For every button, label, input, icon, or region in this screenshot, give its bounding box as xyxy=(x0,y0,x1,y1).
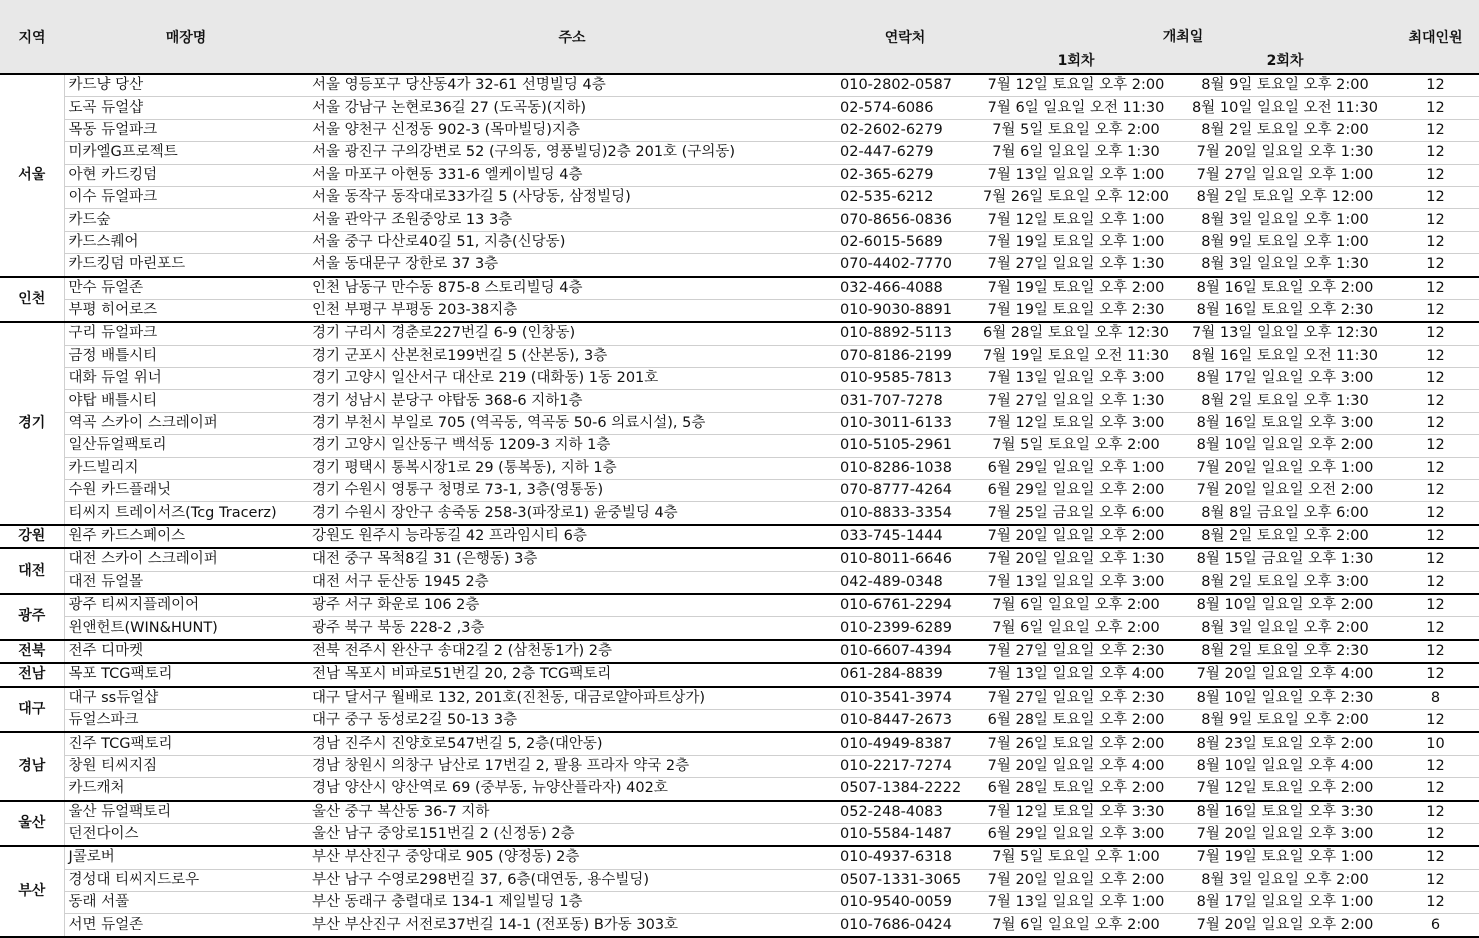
max-cell: 12 xyxy=(1392,525,1479,548)
address-cell: 서울 영등포구 당산동4가 32-61 선명빌딩 4층 xyxy=(308,74,836,97)
round1-cell: 7월 19일 토요일 오전 11:30 xyxy=(974,345,1178,367)
table-row xyxy=(0,119,1479,141)
max-cell: 12 xyxy=(1392,594,1479,617)
round2-cell: 8월 2일 토요일 오후 2:00 xyxy=(1178,119,1392,141)
store-cell: 대화 듀얼 위너 xyxy=(64,368,308,390)
store-cell: 목포 TCG팩토리 xyxy=(64,663,308,686)
round2-cell: 7월 13일 일요일 오후 12:30 xyxy=(1178,322,1392,345)
store-cell: 전주 디마켓 xyxy=(64,640,308,663)
max-cell: 12 xyxy=(1392,663,1479,686)
round1-cell: 7월 5일 토요일 오후 1:00 xyxy=(974,846,1178,869)
address-cell: 전남 목포시 비파로51번길 20, 2층 TCG팩토리 xyxy=(308,663,836,686)
address-cell: 서울 동작구 동작대로33가길 5 (사당동, 삼정빌딩) xyxy=(308,186,836,208)
round1-cell: 7월 27일 일요일 오후 1:30 xyxy=(974,254,1178,277)
table-row xyxy=(0,663,1479,686)
round2-cell: 8월 3일 일요일 오후 2:00 xyxy=(1178,617,1392,640)
round2-cell: 8월 16일 토요일 오후 2:30 xyxy=(1178,299,1392,322)
store-cell: 광주 티씨지플레이어 xyxy=(64,594,308,617)
store-cell: 진주 TCG팩토리 xyxy=(64,732,308,755)
max-cell: 12 xyxy=(1392,186,1479,208)
contact-cell: 010-2399-6289 xyxy=(836,617,974,640)
contact-cell: 010-3541-3974 xyxy=(836,687,974,710)
contact-cell: 033-745-1444 xyxy=(836,525,974,548)
round1-cell: 6월 29일 일요일 오후 3:00 xyxy=(974,823,1178,846)
store-cell: 던전다이스 xyxy=(64,823,308,846)
contact-cell: 010-4949-8387 xyxy=(836,732,974,755)
contact-cell: 070-8656-0836 xyxy=(836,209,974,231)
round1-cell: 7월 6일 일요일 오후 2:00 xyxy=(974,594,1178,617)
header-store: 매장명 xyxy=(64,0,308,74)
table-row xyxy=(0,687,1479,710)
contact-cell: 02-2602-6279 xyxy=(836,119,974,141)
address-cell: 대구 달서구 월배로 132, 201호(진천동, 대금로얄아파트상가) xyxy=(308,687,836,710)
round2-cell: 7월 20일 일요일 오후 1:00 xyxy=(1178,457,1392,479)
table-row xyxy=(0,457,1479,479)
round1-cell: 7월 6일 일요일 오후 1:30 xyxy=(974,142,1178,164)
contact-cell: 02-365-6279 xyxy=(836,164,974,186)
table-row xyxy=(0,525,1479,548)
address-cell: 서울 동대문구 장한로 37 3층 xyxy=(308,254,836,277)
table-row xyxy=(0,732,1479,755)
region-cell: 울산 xyxy=(0,801,64,847)
store-cell: 금정 배틀시티 xyxy=(64,345,308,367)
store-cell: 티씨지 트레이서즈(Tcg Tracerz) xyxy=(64,502,308,525)
max-cell: 12 xyxy=(1392,892,1479,914)
address-cell: 경기 수원시 장안구 송죽동 258-3(파장로1) 윤중빌딩 4층 xyxy=(308,502,836,525)
table-row xyxy=(0,709,1479,732)
max-cell: 12 xyxy=(1392,231,1479,253)
region-cell: 강원 xyxy=(0,525,64,548)
contact-cell: 010-8892-5113 xyxy=(836,322,974,345)
store-cell: 윈앤헌트(WIN&HUNT) xyxy=(64,617,308,640)
round1-cell: 7월 19일 토요일 오후 2:00 xyxy=(974,277,1178,300)
round2-cell: 8월 16일 토요일 오후 3:30 xyxy=(1178,801,1392,824)
max-cell: 12 xyxy=(1392,74,1479,97)
round1-cell: 7월 20일 일요일 오후 4:00 xyxy=(974,755,1178,777)
contact-cell: 031-707-7278 xyxy=(836,390,974,412)
table-row xyxy=(0,74,1479,97)
round1-cell: 7월 12일 토요일 오후 3:00 xyxy=(974,412,1178,434)
round1-cell: 7월 26일 토요일 오후 2:00 xyxy=(974,732,1178,755)
max-cell: 12 xyxy=(1392,823,1479,846)
max-cell: 6 xyxy=(1392,914,1479,937)
address-cell: 광주 북구 북동 228-2 ,3층 xyxy=(308,617,836,640)
table-row xyxy=(0,97,1479,119)
round2-cell: 7월 20일 일요일 오전 2:00 xyxy=(1178,480,1392,502)
region-cell: 경남 xyxy=(0,732,64,800)
round2-cell: 8월 10일 일요일 오후 2:30 xyxy=(1178,687,1392,710)
max-cell: 12 xyxy=(1392,435,1479,457)
table-row xyxy=(0,502,1479,525)
address-cell: 서울 마포구 아현동 331-6 엘케이빌딩 4층 xyxy=(308,164,836,186)
contact-cell: 010-8011-6646 xyxy=(836,548,974,571)
table-row xyxy=(0,571,1479,594)
table-row xyxy=(0,594,1479,617)
max-cell: 12 xyxy=(1392,368,1479,390)
max-cell: 12 xyxy=(1392,209,1479,231)
store-cell: 동래 서풀 xyxy=(64,892,308,914)
table-row xyxy=(0,823,1479,846)
contact-cell: 010-3011-6133 xyxy=(836,412,974,434)
address-cell: 경기 군포시 산본천로199번길 5 (산본동), 3층 xyxy=(308,345,836,367)
round2-cell: 8월 16일 토요일 오후 2:00 xyxy=(1178,277,1392,300)
max-cell: 12 xyxy=(1392,119,1479,141)
max-cell: 12 xyxy=(1392,617,1479,640)
round1-cell: 6월 29일 일요일 오후 2:00 xyxy=(974,480,1178,502)
contact-cell: 010-8286-1038 xyxy=(836,457,974,479)
store-cell: 이수 듀얼파크 xyxy=(64,186,308,208)
table-row xyxy=(0,892,1479,914)
store-cell: 도곡 듀얼샵 xyxy=(64,97,308,119)
round2-cell: 7월 20일 일요일 오후 4:00 xyxy=(1178,663,1392,686)
region-cell: 광주 xyxy=(0,594,64,640)
max-cell: 12 xyxy=(1392,457,1479,479)
address-cell: 서울 양천구 신정동 902-3 (목마빌딩)지층 xyxy=(308,119,836,141)
round1-cell: 7월 25일 금요일 오후 6:00 xyxy=(974,502,1178,525)
contact-cell: 032-466-4088 xyxy=(836,277,974,300)
max-cell: 12 xyxy=(1392,390,1479,412)
table-row xyxy=(0,548,1479,571)
round2-cell: 8월 10일 일요일 오후 4:00 xyxy=(1178,755,1392,777)
max-cell: 12 xyxy=(1392,299,1479,322)
contact-cell: 010-2802-0587 xyxy=(836,74,974,97)
store-cell: 창원 티씨지짐 xyxy=(64,755,308,777)
round2-cell: 8월 2일 토요일 오후 2:30 xyxy=(1178,640,1392,663)
contact-cell: 010-4937-6318 xyxy=(836,846,974,869)
max-cell: 12 xyxy=(1392,846,1479,869)
region-cell: 전북 xyxy=(0,640,64,663)
contact-cell: 010-5584-1487 xyxy=(836,823,974,846)
contact-cell: 010-9585-7813 xyxy=(836,368,974,390)
max-cell: 12 xyxy=(1392,277,1479,300)
contact-cell: 052-248-4083 xyxy=(836,801,974,824)
round2-cell: 8월 10일 일요일 오후 2:00 xyxy=(1178,435,1392,457)
max-cell: 12 xyxy=(1392,778,1479,801)
store-cell: 카드냥 당산 xyxy=(64,74,308,97)
header-round2: 2회차 xyxy=(1178,48,1392,74)
round2-cell: 8월 8일 금요일 오후 6:00 xyxy=(1178,502,1392,525)
address-cell: 인천 남동구 만수동 875-8 스토리빌딩 4층 xyxy=(308,277,836,300)
round2-cell: 7월 12일 토요일 오후 2:00 xyxy=(1178,778,1392,801)
region-cell: 인천 xyxy=(0,277,64,323)
round2-cell: 7월 19일 토요일 오후 1:00 xyxy=(1178,846,1392,869)
contact-cell: 061-284-8839 xyxy=(836,663,974,686)
table-row xyxy=(0,914,1479,937)
round2-cell: 8월 2일 토요일 오후 1:30 xyxy=(1178,390,1392,412)
round2-cell: 8월 23일 토요일 오후 2:00 xyxy=(1178,732,1392,755)
header-dates: 개최일 xyxy=(974,0,1392,48)
round2-cell: 7월 20일 일요일 오후 1:30 xyxy=(1178,142,1392,164)
table-row xyxy=(0,277,1479,300)
store-cell: 원주 카드스페이스 xyxy=(64,525,308,548)
round2-cell: 8월 3일 일요일 오후 1:00 xyxy=(1178,209,1392,231)
table-row xyxy=(0,435,1479,457)
max-cell: 12 xyxy=(1392,97,1479,119)
address-cell: 서울 중구 다산로40길 51, 지층(신당동) xyxy=(308,231,836,253)
contact-cell: 042-489-0348 xyxy=(836,571,974,594)
contact-cell: 010-6761-2294 xyxy=(836,594,974,617)
max-cell: 12 xyxy=(1392,480,1479,502)
max-cell: 12 xyxy=(1392,801,1479,824)
round1-cell: 7월 19일 토요일 오후 1:00 xyxy=(974,231,1178,253)
round2-cell: 8월 17일 일요일 오후 3:00 xyxy=(1178,368,1392,390)
table-row xyxy=(0,412,1479,434)
contact-cell: 02-447-6279 xyxy=(836,142,974,164)
table-row xyxy=(0,299,1479,322)
table-row xyxy=(0,186,1479,208)
round2-cell: 8월 9일 토요일 오후 2:00 xyxy=(1178,709,1392,732)
contact-cell: 010-8447-2673 xyxy=(836,709,974,732)
max-cell: 12 xyxy=(1392,640,1479,663)
address-cell: 전북 전주시 완산구 송대2길 2 (삼천동1가) 2층 xyxy=(308,640,836,663)
store-cell: 목동 듀얼파크 xyxy=(64,119,308,141)
address-cell: 경기 평택시 통복시장1로 29 (통복동), 지하 1층 xyxy=(308,457,836,479)
store-cell: 듀얼스파크 xyxy=(64,709,308,732)
round2-cell: 7월 20일 일요일 오후 3:00 xyxy=(1178,823,1392,846)
max-cell: 8 xyxy=(1392,687,1479,710)
contact-cell: 010-9540-0059 xyxy=(836,892,974,914)
round2-cell: 8월 10일 일요일 오후 2:00 xyxy=(1178,594,1392,617)
contact-cell: 070-8186-2199 xyxy=(836,345,974,367)
contact-cell: 010-5105-2961 xyxy=(836,435,974,457)
store-cell: 구리 듀얼파크 xyxy=(64,322,308,345)
address-cell: 대전 서구 둔산동 1945 2층 xyxy=(308,571,836,594)
max-cell: 12 xyxy=(1392,571,1479,594)
address-cell: 경남 진주시 진양호로547번길 5, 2층(대안동) xyxy=(308,732,836,755)
address-cell: 경기 고양시 일산서구 대산로 219 (대화동) 1동 201호 xyxy=(308,368,836,390)
round1-cell: 7월 26일 토요일 오후 12:00 xyxy=(974,186,1178,208)
table-row xyxy=(0,231,1479,253)
round1-cell: 6월 28일 토요일 오후 12:30 xyxy=(974,322,1178,345)
store-cell: 부평 히어로즈 xyxy=(64,299,308,322)
max-cell: 12 xyxy=(1392,548,1479,571)
round1-cell: 7월 13일 일요일 오후 4:00 xyxy=(974,663,1178,686)
store-cell: 경성대 티씨지드로우 xyxy=(64,869,308,891)
address-cell: 경남 창원시 의창구 남산로 17번길 2, 팔용 프라자 약국 2층 xyxy=(308,755,836,777)
store-cell: J콜로버 xyxy=(64,846,308,869)
contact-cell: 02-6015-5689 xyxy=(836,231,974,253)
region-cell: 부산 xyxy=(0,846,64,937)
region-cell: 대전 xyxy=(0,548,64,594)
round2-cell: 8월 15일 금요일 오후 1:30 xyxy=(1178,548,1392,571)
round1-cell: 7월 12일 토요일 오후 1:00 xyxy=(974,209,1178,231)
round2-cell: 8월 16일 토요일 오후 3:00 xyxy=(1178,412,1392,434)
max-cell: 12 xyxy=(1392,322,1479,345)
address-cell: 울산 중구 복산동 36-7 지하 xyxy=(308,801,836,824)
store-cell: 카드킹덤 마린포드 xyxy=(64,254,308,277)
store-cell: 일산듀얼팩토리 xyxy=(64,435,308,457)
round1-cell: 7월 20일 일요일 오후 2:00 xyxy=(974,869,1178,891)
region-cell: 경기 xyxy=(0,322,64,525)
round1-cell: 7월 6일 일요일 오후 2:00 xyxy=(974,617,1178,640)
header-max: 최대인원 xyxy=(1392,0,1479,74)
round1-cell: 7월 27일 일요일 오후 2:30 xyxy=(974,687,1178,710)
table-row xyxy=(0,869,1479,891)
store-cell: 대전 스카이 스크레이퍼 xyxy=(64,548,308,571)
contact-cell: 010-7686-0424 xyxy=(836,914,974,937)
round1-cell: 7월 27일 일요일 오후 1:30 xyxy=(974,390,1178,412)
table-row xyxy=(0,345,1479,367)
header-contact: 연락처 xyxy=(836,0,974,74)
table-row xyxy=(0,617,1479,640)
round2-cell: 7월 20일 일요일 오후 2:00 xyxy=(1178,914,1392,937)
round1-cell: 7월 12일 토요일 오후 3:30 xyxy=(974,801,1178,824)
round2-cell: 8월 2일 토요일 오후 3:00 xyxy=(1178,571,1392,594)
address-cell: 경기 수원시 영통구 청명로 73-1, 3층(영통동) xyxy=(308,480,836,502)
header-round1: 1회차 xyxy=(974,48,1178,74)
address-cell: 울산 남구 중앙로151번길 2 (신정동) 2층 xyxy=(308,823,836,846)
address-cell: 서울 관악구 조원중앙로 13 3층 xyxy=(308,209,836,231)
max-cell: 12 xyxy=(1392,164,1479,186)
round2-cell: 8월 3일 일요일 오후 2:00 xyxy=(1178,869,1392,891)
contact-cell: 070-8777-4264 xyxy=(836,480,974,502)
max-cell: 12 xyxy=(1392,755,1479,777)
address-cell: 부산 남구 수영로298번길 37, 6층(대연동, 용수빌딩) xyxy=(308,869,836,891)
round1-cell: 7월 13일 일요일 오후 3:00 xyxy=(974,571,1178,594)
round1-cell: 7월 27일 일요일 오후 2:30 xyxy=(974,640,1178,663)
table-row xyxy=(0,801,1479,824)
max-cell: 10 xyxy=(1392,732,1479,755)
round2-cell: 8월 17일 일요일 오후 1:00 xyxy=(1178,892,1392,914)
contact-cell: 070-4402-7770 xyxy=(836,254,974,277)
header-address: 주소 xyxy=(308,0,836,74)
table-row xyxy=(0,164,1479,186)
round2-cell: 8월 3일 일요일 오후 1:30 xyxy=(1178,254,1392,277)
contact-cell: 010-9030-8891 xyxy=(836,299,974,322)
store-cell: 대전 듀얼몰 xyxy=(64,571,308,594)
address-cell: 서울 강남구 논현로36길 27 (도곡동)(지하) xyxy=(308,97,836,119)
table-row xyxy=(0,368,1479,390)
header-region: 지역 xyxy=(0,0,64,74)
max-cell: 12 xyxy=(1392,709,1479,732)
round2-cell: 8월 9일 토요일 오후 1:00 xyxy=(1178,231,1392,253)
table-body xyxy=(0,74,1479,937)
address-cell: 서울 광진구 구의강변로 52 (구의동, 영풍빌딩)2층 201호 (구의동) xyxy=(308,142,836,164)
store-cell: 미카엘G프로젝트 xyxy=(64,142,308,164)
table-row xyxy=(0,209,1479,231)
round1-cell: 7월 13일 일요일 오후 1:00 xyxy=(974,164,1178,186)
contact-cell: 010-2217-7274 xyxy=(836,755,974,777)
table-row xyxy=(0,755,1479,777)
contact-cell: 02-535-6212 xyxy=(836,186,974,208)
round1-cell: 7월 6일 일요일 오후 2:00 xyxy=(974,914,1178,937)
table-row xyxy=(0,254,1479,277)
store-cell: 수원 카드플래닛 xyxy=(64,480,308,502)
round1-cell: 7월 12일 토요일 오후 2:00 xyxy=(974,74,1178,97)
store-cell: 아현 카드킹덤 xyxy=(64,164,308,186)
round2-cell: 8월 2일 토요일 오후 2:00 xyxy=(1178,525,1392,548)
round2-cell: 7월 27일 일요일 오후 1:00 xyxy=(1178,164,1392,186)
max-cell: 12 xyxy=(1392,502,1479,525)
address-cell: 경기 구리시 경춘로227번길 6-9 (인창동) xyxy=(308,322,836,345)
store-cell: 서면 듀얼존 xyxy=(64,914,308,937)
round1-cell: 7월 6일 일요일 오전 11:30 xyxy=(974,97,1178,119)
round2-cell: 8월 16일 토요일 오전 11:30 xyxy=(1178,345,1392,367)
table-row xyxy=(0,142,1479,164)
store-cell: 만수 듀얼존 xyxy=(64,277,308,300)
round1-cell: 7월 13일 일요일 오후 1:00 xyxy=(974,892,1178,914)
store-cell: 카드캐처 xyxy=(64,778,308,801)
table-row xyxy=(0,480,1479,502)
round1-cell: 7월 19일 토요일 오후 2:30 xyxy=(974,299,1178,322)
region-cell: 서울 xyxy=(0,74,64,277)
store-cell: 울산 듀얼팩토리 xyxy=(64,801,308,824)
store-cell: 역곡 스카이 스크레이퍼 xyxy=(64,412,308,434)
address-cell: 부산 부산진구 중앙대로 905 (양정동) 2층 xyxy=(308,846,836,869)
contact-cell: 010-6607-4394 xyxy=(836,640,974,663)
store-cell: 대구 ss듀얼샵 xyxy=(64,687,308,710)
round2-cell: 8월 2일 토요일 오후 12:00 xyxy=(1178,186,1392,208)
round2-cell: 8월 10일 일요일 오전 11:30 xyxy=(1178,97,1392,119)
contact-cell: 0507-1384-2222 xyxy=(836,778,974,801)
round1-cell: 7월 5일 토요일 오후 2:00 xyxy=(974,435,1178,457)
contact-cell: 0507-1331-3065 xyxy=(836,869,974,891)
table-row xyxy=(0,778,1479,801)
round1-cell: 6월 29일 일요일 오후 1:00 xyxy=(974,457,1178,479)
address-cell: 부산 부산진구 서전로37번길 14-1 (전포동) B가동 303호 xyxy=(308,914,836,937)
address-cell: 광주 서구 화운로 106 2층 xyxy=(308,594,836,617)
address-cell: 강원도 원주시 능라동길 42 프라임시티 6층 xyxy=(308,525,836,548)
round1-cell: 7월 5일 토요일 오후 2:00 xyxy=(974,119,1178,141)
table-row xyxy=(0,640,1479,663)
round1-cell: 6월 28일 토요일 오후 2:00 xyxy=(974,778,1178,801)
round1-cell: 7월 20일 일요일 오후 2:00 xyxy=(974,525,1178,548)
store-cell: 카드빌리지 xyxy=(64,457,308,479)
round1-cell: 7월 13일 일요일 오후 3:00 xyxy=(974,368,1178,390)
table-row xyxy=(0,322,1479,345)
address-cell: 경기 부천시 부일로 705 (역곡동, 역곡동 50-6 의료시설), 5층 xyxy=(308,412,836,434)
round1-cell: 7월 20일 일요일 오후 1:30 xyxy=(974,548,1178,571)
address-cell: 대전 중구 목척8길 31 (은행동) 3층 xyxy=(308,548,836,571)
address-cell: 대구 중구 동성로2길 50-13 3층 xyxy=(308,709,836,732)
address-cell: 인천 부평구 부평동 203-38지층 xyxy=(308,299,836,322)
address-cell: 경남 양산시 양산역로 69 (중부동, 뉴양산플라자) 402호 xyxy=(308,778,836,801)
region-cell: 대구 xyxy=(0,687,64,733)
round2-cell: 8월 9일 토요일 오후 2:00 xyxy=(1178,74,1392,97)
table-row xyxy=(0,390,1479,412)
address-cell: 경기 고양시 일산동구 백석동 1209-3 지하 1층 xyxy=(308,435,836,457)
max-cell: 12 xyxy=(1392,254,1479,277)
region-cell: 전남 xyxy=(0,663,64,686)
address-cell: 부산 동래구 충렬대로 134-1 제일빌딩 1층 xyxy=(308,892,836,914)
contact-cell: 02-574-6086 xyxy=(836,97,974,119)
max-cell: 12 xyxy=(1392,412,1479,434)
store-cell: 야탑 배틀시티 xyxy=(64,390,308,412)
max-cell: 12 xyxy=(1392,142,1479,164)
max-cell: 12 xyxy=(1392,345,1479,367)
contact-cell: 010-8833-3354 xyxy=(836,502,974,525)
store-cell: 카드스퀘어 xyxy=(64,231,308,253)
max-cell: 12 xyxy=(1392,869,1479,891)
round1-cell: 6월 28일 토요일 오후 2:00 xyxy=(974,709,1178,732)
store-cell: 카드숲 xyxy=(64,209,308,231)
address-cell: 경기 성남시 분당구 야탑동 368-6 지하1층 xyxy=(308,390,836,412)
table-row xyxy=(0,846,1479,869)
